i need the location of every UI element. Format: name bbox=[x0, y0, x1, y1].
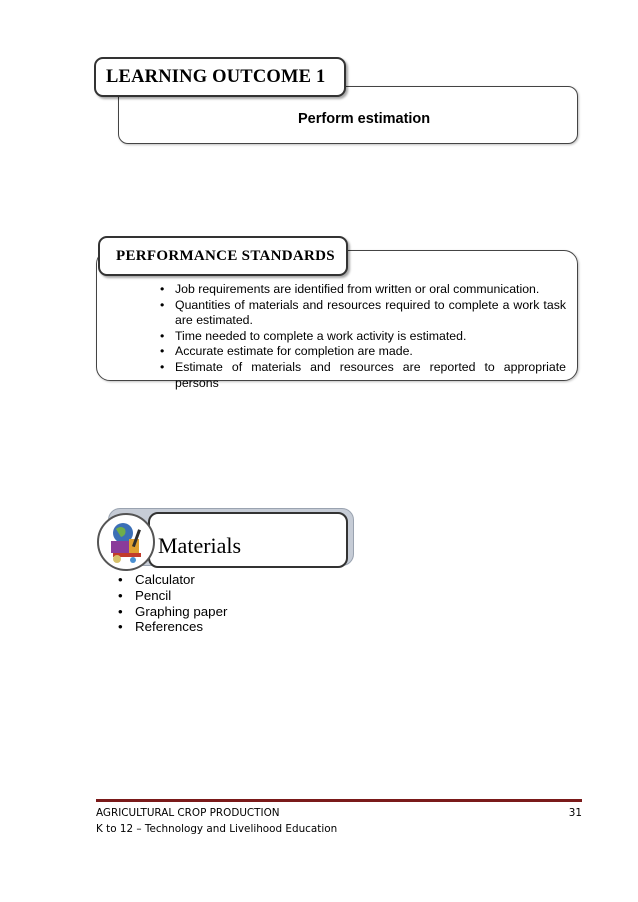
list-item: • References bbox=[118, 619, 227, 635]
footer-rule bbox=[96, 799, 582, 802]
learning-outcome-heading: LEARNING OUTCOME 1 bbox=[94, 57, 346, 97]
list-item: • Accurate estimate for completion are made. bbox=[160, 344, 566, 360]
footer-subtitle: K to 12 – Technology and Livelihood Education bbox=[96, 823, 338, 835]
footer-course: AGRICULTURAL CROP PRODUCTION bbox=[96, 807, 280, 819]
materials-list bbox=[118, 572, 227, 635]
page-number: 31 bbox=[568, 807, 582, 819]
footer-line bbox=[96, 807, 582, 819]
list-item: • Pencil bbox=[118, 588, 227, 604]
performance-standards-list bbox=[160, 282, 566, 391]
performance-standards-heading: PERFORMANCE STANDARDS bbox=[98, 236, 348, 276]
materials-heading: Materials bbox=[148, 512, 348, 568]
list-item: • Job requirements are identified from written or oral communication. bbox=[160, 282, 566, 298]
list-item: • Calculator bbox=[118, 572, 227, 588]
list-item: • Graphing paper bbox=[118, 604, 227, 620]
materials-clipart-icon bbox=[97, 513, 155, 571]
list-item: • Estimate of materials and resources are reported to appropriate persons bbox=[160, 360, 566, 391]
materials-clipart-svg bbox=[99, 515, 153, 569]
learning-outcome-title: Perform estimation bbox=[298, 111, 431, 127]
list-item: • Time needed to complete a work activity is estimated. bbox=[160, 329, 566, 345]
list-item: • Quantities of materials and resources required to complete a work task are estimated. bbox=[160, 298, 566, 329]
